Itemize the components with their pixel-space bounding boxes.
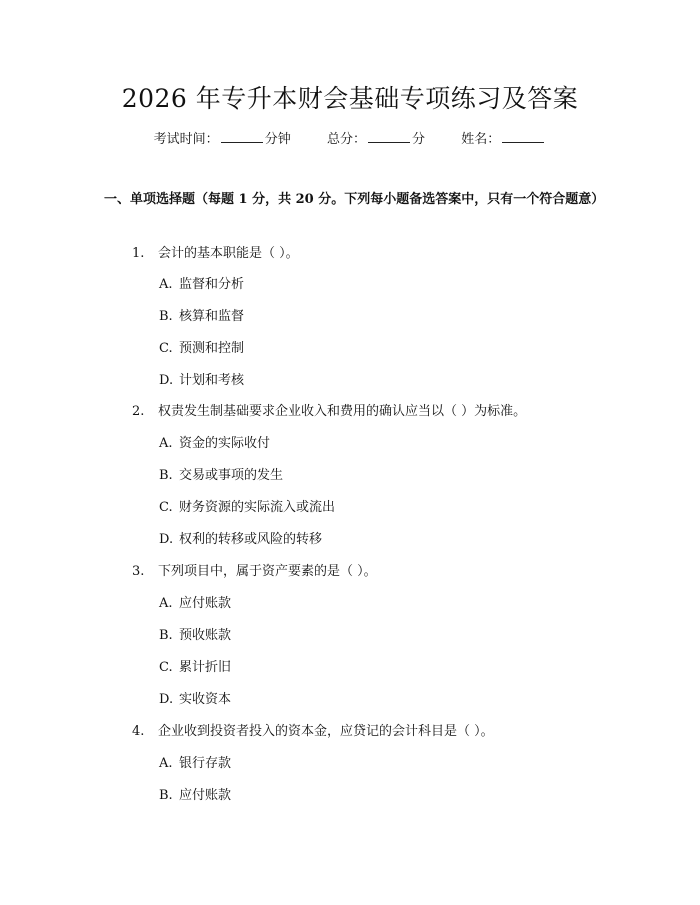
option-text: 计划和考核 [179,373,245,388]
question-1 [132,244,299,264]
option-letter: A. [159,436,173,451]
option-3d [159,690,231,710]
option-text: 累计折旧 [179,660,232,675]
option-1b [159,307,244,327]
option-3a [159,594,231,614]
time-label: 考试时间： [153,132,219,147]
option-4a [159,754,231,774]
section-heading: 一、单项选择题（每题 1 分，共 20 分。下列每小题备选答案中，只有一个符合题意） [104,192,605,207]
option-text: 应付账款 [179,596,232,611]
score-unit: 分 [412,132,426,147]
exam-meta-line [0,130,700,150]
option-letter: B. [159,628,173,643]
question-2 [132,402,526,422]
option-letter: B. [159,468,173,483]
option-3c [159,658,231,678]
option-letter: C. [159,341,173,356]
option-text: 权利的转移或风险的转移 [179,532,323,547]
option-1d [159,371,244,391]
option-letter: A. [159,277,173,292]
option-text: 银行存款 [179,756,232,771]
question-number: 3. [132,564,145,579]
option-1c [159,339,244,359]
option-letter: D. [159,373,174,388]
score-blank [368,130,410,143]
option-text: 财务资源的实际流入或流出 [179,500,336,515]
option-2c [159,498,335,518]
question-number: 1. [132,246,145,261]
option-text: 资金的实际收付 [179,436,271,451]
option-text: 核算和监督 [179,309,245,324]
option-1a [159,275,244,295]
time-unit: 分钟 [264,132,291,147]
option-2d [159,530,322,550]
option-3b [159,626,231,646]
option-letter: C. [159,500,173,515]
question-number: 4. [132,724,145,739]
option-letter: A. [159,596,173,611]
question-number: 2. [132,404,145,419]
option-letter: C. [159,660,173,675]
option-2b [159,466,283,486]
page-title: 2026 年专升本财会基础专项练习及答案 [121,84,579,113]
option-letter: B. [159,788,173,803]
question-text: 会计的基本职能是（ ）。 [158,246,299,261]
question-text: 下列项目中，属于资产要素的是（ ）。 [158,564,377,579]
option-text: 应付账款 [179,788,232,803]
score-label: 总分： [326,132,366,147]
question-text: 企业收到投资者投入的资本金，应贷记的会计科目是（ ）。 [158,724,494,739]
option-text: 监督和分析 [179,277,245,292]
question-3 [132,562,377,582]
question-text: 权责发生制基础要求企业收入和费用的确认应当以（ ）为标准。 [158,404,527,419]
question-4 [132,722,494,742]
option-text: 预收账款 [179,628,232,643]
option-letter: A. [159,756,173,771]
option-4b [159,786,231,806]
option-letter: D. [159,532,174,547]
time-blank [221,130,263,143]
option-text: 交易或事项的发生 [179,468,284,483]
option-letter: B. [159,309,173,324]
option-2a [159,434,270,454]
name-blank [502,130,544,143]
name-label: 姓名： [461,132,501,147]
option-text: 预测和控制 [179,341,245,356]
option-letter: D. [159,692,174,707]
option-text: 实收资本 [179,692,232,707]
